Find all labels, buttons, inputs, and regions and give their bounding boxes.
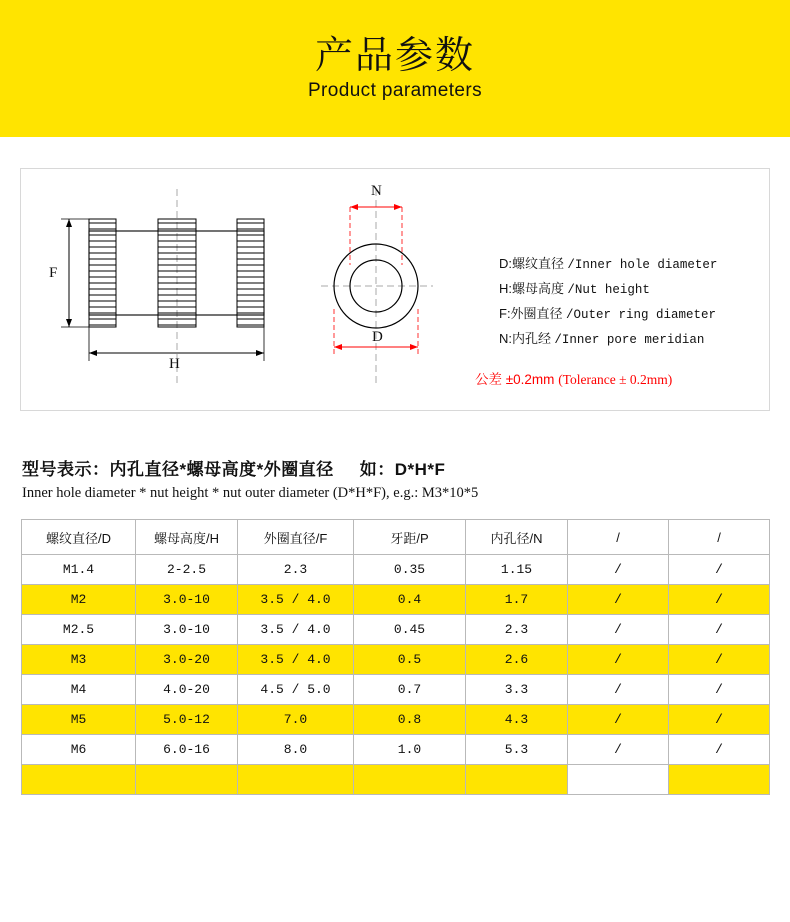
table-footer-row — [22, 765, 770, 795]
table-cell: 2-2.5 — [136, 555, 238, 585]
table-cell: 2.6 — [466, 645, 568, 675]
table-row — [22, 585, 770, 615]
table-cell: M3 — [22, 645, 136, 675]
table-cell: 1.0 — [354, 735, 466, 765]
table-cell: 3.3 — [466, 675, 568, 705]
table-header-cell: 螺纹直径/D — [22, 520, 136, 555]
dimension-label-D: D — [372, 329, 383, 345]
parameters-table — [21, 519, 770, 795]
technical-drawing — [21, 169, 491, 415]
legend-item-h-en: /Nut height — [567, 283, 650, 297]
table-cell: 5.0-12 — [136, 705, 238, 735]
table-header-cell: / — [568, 520, 669, 555]
table-cell: / — [669, 585, 770, 615]
legend-item-n — [499, 327, 767, 352]
legend-item-n-cn: N:内孔经 — [499, 331, 552, 346]
legend-item-h-cn: H:螺母高度 — [499, 281, 565, 296]
table-cell: / — [669, 705, 770, 735]
table-cell: 3.5 / 4.0 — [238, 615, 354, 645]
table-cell — [354, 765, 466, 795]
table-header-cell: 牙距/P — [354, 520, 466, 555]
dimension-label-N: N — [371, 183, 382, 199]
table-cell: 0.7 — [354, 675, 466, 705]
table-cell: 3.0-10 — [136, 585, 238, 615]
dimension-label-F: F — [49, 265, 58, 281]
table-cell: 3.5 / 4.0 — [238, 585, 354, 615]
diagram-card — [20, 168, 770, 411]
legend-item-d-en: /Inner hole diameter — [567, 258, 718, 272]
table-cell: 0.4 — [354, 585, 466, 615]
table-cell: M1.4 — [22, 555, 136, 585]
table-cell: / — [568, 645, 669, 675]
table-cell: M4 — [22, 675, 136, 705]
table-cell: M2 — [22, 585, 136, 615]
table-cell: M2.5 — [22, 615, 136, 645]
page-title-en: Product parameters — [307, 80, 483, 102]
header-banner-content — [0, 0, 790, 137]
tolerance-note-en: (Tolerance ± 0.2mm) — [558, 372, 673, 387]
table-row — [22, 645, 770, 675]
table-row — [22, 555, 770, 585]
table-cell: 0.45 — [354, 615, 466, 645]
table-cell: / — [669, 555, 770, 585]
table-cell: / — [669, 645, 770, 675]
tolerance-note-cn: 公差 ±0.2mm — [475, 372, 555, 387]
table-cell: 4.3 — [466, 705, 568, 735]
table-cell: M5 — [22, 705, 136, 735]
table-cell: / — [568, 675, 669, 705]
table-cell: / — [568, 705, 669, 735]
legend-item-f-cn: F:外圈直径 — [499, 306, 563, 321]
table-cell: 4.0-20 — [136, 675, 238, 705]
table-cell — [22, 765, 136, 795]
table-cell: 2.3 — [466, 615, 568, 645]
table-cell: 8.0 — [238, 735, 354, 765]
table-header-row — [22, 520, 770, 555]
legend-item-d-cn: D:螺纹直径 — [499, 256, 565, 271]
table-cell: 0.5 — [354, 645, 466, 675]
table-header-cell: 外圈直径/F — [238, 520, 354, 555]
table-row — [22, 615, 770, 645]
table-cell: 6.0-16 — [136, 735, 238, 765]
table-cell: / — [568, 735, 669, 765]
model-note-cn — [22, 455, 445, 480]
legend — [499, 252, 767, 352]
table-cell: / — [669, 675, 770, 705]
legend-item-f-en: /Outer ring diameter — [565, 308, 716, 322]
page-title-cn: 产品参数 — [314, 34, 475, 77]
legend-item-d — [499, 252, 767, 277]
table-cell: 7.0 — [238, 705, 354, 735]
table-cell — [466, 765, 568, 795]
table-cell: / — [568, 615, 669, 645]
tolerance-note — [475, 368, 672, 388]
model-note-cn-label: 型号表示： — [22, 460, 110, 479]
table-cell: / — [669, 735, 770, 765]
table-cell: 2.3 — [238, 555, 354, 585]
table-cell: 3.0-20 — [136, 645, 238, 675]
table-cell — [238, 765, 354, 795]
table-cell: 1.15 — [466, 555, 568, 585]
table-cell: 0.35 — [354, 555, 466, 585]
table-cell: 4.5 / 5.0 — [238, 675, 354, 705]
table-cell: 3.0-10 — [136, 615, 238, 645]
model-note-cn-example: 如：D*H*F — [359, 460, 446, 479]
model-note-cn-value: 内孔直径*螺母高度*外圈直径 — [109, 460, 334, 479]
table-cell: 3.5 / 4.0 — [238, 645, 354, 675]
table-cell — [136, 765, 238, 795]
table-cell — [568, 765, 669, 795]
table-cell: 1.7 — [466, 585, 568, 615]
model-note-en: Inner hole diameter * nut height * nut outer diameter (D*H*F), e.g.: M3*10*5 — [22, 485, 479, 501]
table-cell: / — [669, 615, 770, 645]
table-header-cell: / — [669, 520, 770, 555]
table-header-cell: 内孔径/N — [466, 520, 568, 555]
table-cell: / — [568, 585, 669, 615]
table-header-cell: 螺母高度/H — [136, 520, 238, 555]
table-row — [22, 735, 770, 765]
table-cell: 0.8 — [354, 705, 466, 735]
table-cell: M6 — [22, 735, 136, 765]
table-cell: 5.3 — [466, 735, 568, 765]
header-banner — [0, 0, 790, 137]
legend-item-h — [499, 277, 767, 302]
table-cell — [669, 765, 770, 795]
legend-item-n-en: /Inner pore meridian — [554, 333, 705, 347]
table-cell: / — [568, 555, 669, 585]
table-row — [22, 675, 770, 705]
dimension-label-H: H — [169, 356, 180, 372]
table-row — [22, 705, 770, 735]
legend-item-f — [499, 302, 767, 327]
